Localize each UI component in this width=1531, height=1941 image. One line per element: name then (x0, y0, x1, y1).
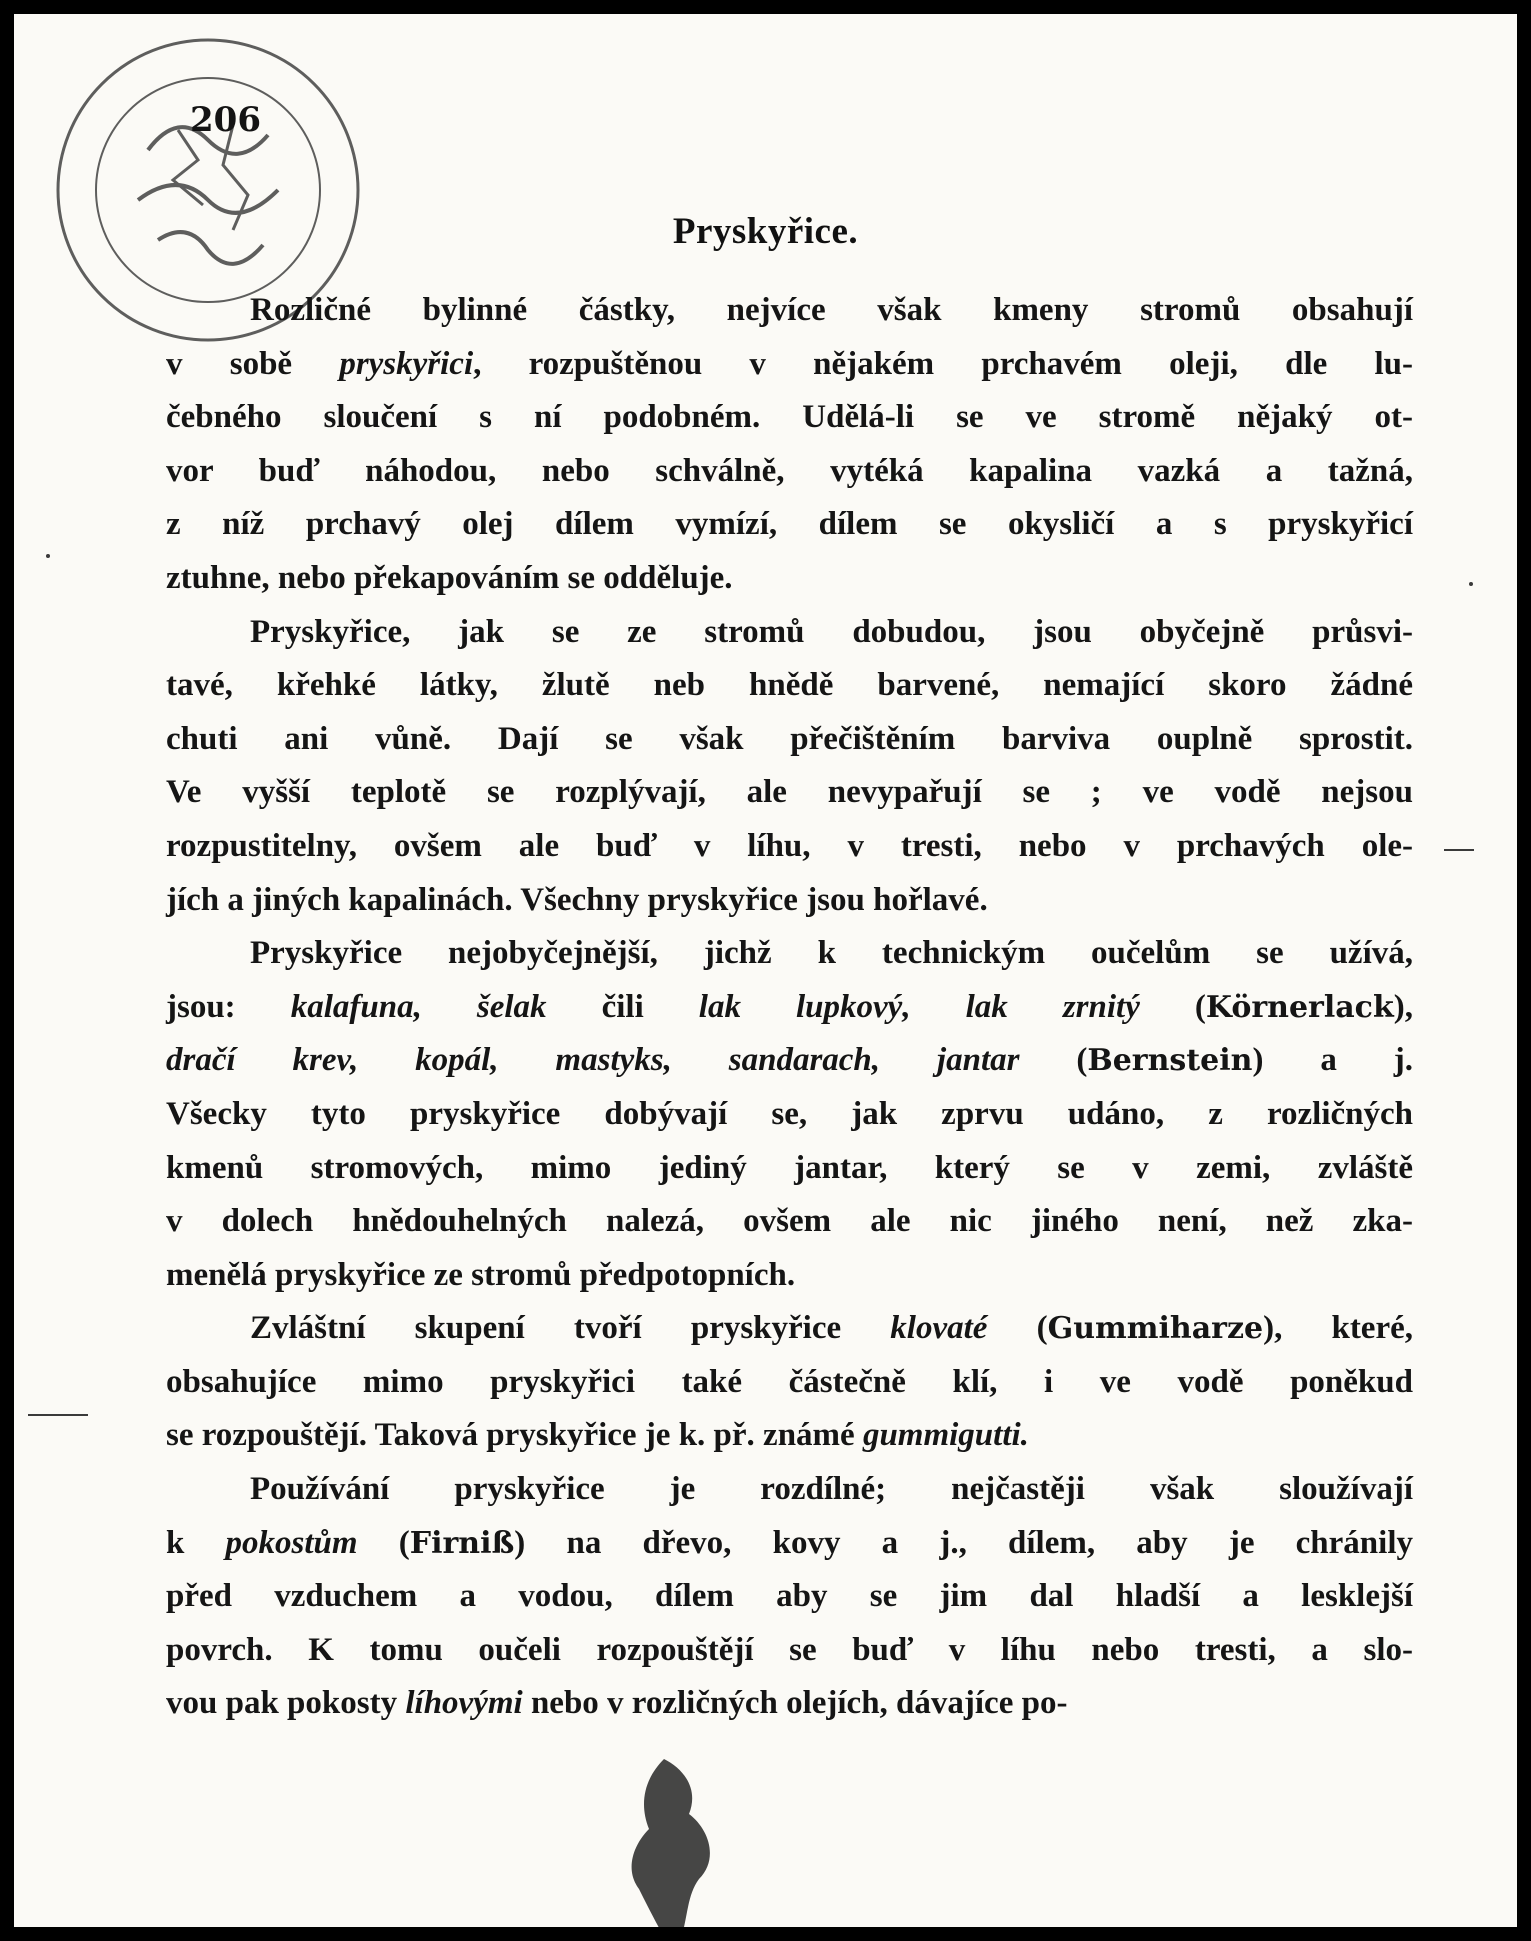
text-run: ), které, (1263, 1310, 1413, 1347)
text-line (166, 820, 1413, 874)
text-run: povrch. K tomu oučeli rozpouštějí se buď v líhu nebo tresti, a slo- (166, 1631, 1413, 1668)
german-term: Körnerlack (1205, 989, 1394, 1025)
text-line (166, 1463, 1413, 1517)
text-run: Rozličné bylinné částky, nejvíce však kmeny stromů obsahují (250, 292, 1413, 328)
text-line (166, 1249, 1413, 1303)
text-run: k (166, 1524, 226, 1561)
text-line (166, 659, 1413, 713)
italic-term: kalafuna, šelak (290, 988, 547, 1025)
text-run: čebného sloučení s ní podobném. Udělá-li se ve stromě nějaký ot- (166, 399, 1413, 436)
text-run: ( (357, 1524, 410, 1561)
italic-term: gummigutti. (862, 1417, 1029, 1454)
text-run: v sobě (166, 345, 340, 382)
text-line (166, 1409, 1413, 1463)
text-line (166, 1302, 1413, 1356)
text-run: menělá pryskyřice ze stromů předpotopních. (166, 1256, 796, 1293)
text-line (166, 552, 1413, 606)
text-run: chuti ani vůně. Dají se však přečištěním barviva ouplně sprostit. (166, 720, 1413, 757)
text-run: vor buď náhodou, nebo schválně, vytéká kapalina vazká a tažná, (166, 452, 1413, 489)
italic-term: pryskyřici (339, 345, 474, 382)
text-line (166, 1195, 1413, 1249)
text-line (166, 1677, 1413, 1731)
german-term: Firniß (409, 1525, 515, 1561)
text-run: nebo v rozličných olejích, dávajíce po- (522, 1685, 1068, 1722)
text-line (166, 284, 1413, 338)
italic-term: líhovými (405, 1685, 523, 1722)
text-run: kmenů stromových, mimo jediný jantar, který se v zemi, zvláště (166, 1149, 1413, 1186)
text-run: Pryskyřice, jak se ze stromů dobudou, jsou obyčejně průsvi- (250, 613, 1413, 650)
italic-term: pokostům (225, 1524, 358, 1561)
german-term: Gummiharze (1047, 1311, 1264, 1347)
text-run: Ve vyšší teplotě se rozplývají, ale nevypařují se ; ve vodě nejsou (166, 774, 1413, 811)
text-run: tavé, křehké látky, žlutě neb hnědě barvené, nemající skoro žádné (166, 667, 1413, 704)
text-line (166, 1517, 1413, 1571)
italic-term: lak lupkový, lak zrnitý (698, 988, 1140, 1025)
text-run: ( (1139, 988, 1206, 1025)
text-run: jsou: (166, 988, 291, 1025)
text-line (166, 713, 1413, 767)
margin-mark (46, 554, 50, 558)
text-run: Používání pryskyřice je rozdílné; nejčastěji však sloužívají (250, 1471, 1413, 1508)
scanned-page (14, 14, 1517, 1927)
text-run: , rozpuštěnou v nějakém prchavém oleji, dle lu- (473, 345, 1414, 382)
body-text (166, 284, 1413, 1731)
text-run: ztuhne, nebo překapováním se odděluje. (166, 559, 733, 596)
text-line (166, 498, 1413, 552)
text-line (166, 874, 1413, 928)
text-run: ) na dřevo, kovy a j., dílem, aby je chránily (514, 1524, 1413, 1561)
italic-term: klovaté (890, 1310, 988, 1347)
text-run: ( (1019, 1042, 1088, 1079)
text-line (166, 1088, 1413, 1142)
text-run: rozpustitelny, ovšem ale buď v líhu, v tresti, nebo v prchavých ole- (166, 827, 1413, 864)
text-line (166, 338, 1413, 392)
text-run: ( (987, 1310, 1048, 1347)
margin-mark (1469, 582, 1473, 586)
text-run: čili (546, 988, 699, 1025)
text-line (166, 927, 1413, 981)
section-heading: Pryskyřice. (672, 211, 859, 252)
text-run: ), (1393, 988, 1413, 1025)
text-line (166, 1570, 1413, 1624)
text-run: se rozpouštějí. Taková pryskyřice je k. př. známé (166, 1417, 863, 1454)
text-line (166, 606, 1413, 660)
text-run: vou pak pokosty (166, 1685, 406, 1722)
ink-blot (589, 1759, 759, 1927)
text-line (166, 391, 1413, 445)
text-run: ) a j. (1252, 1042, 1413, 1079)
text-run: Zvláštní skupení tvoří pryskyřice (250, 1310, 891, 1347)
text-line (166, 1142, 1413, 1196)
text-line (166, 1356, 1413, 1410)
text-run: jích a jiných kapalinách. Všechny pryskyřice jsou hořlavé. (166, 881, 988, 918)
italic-term: dračí krev, kopál, mastyks, sandarach, jantar (166, 1042, 1020, 1079)
german-term: Bernstein (1087, 1043, 1253, 1079)
text-run: z níž prchavý olej dílem vymízí, dílem se okysličí a s pryskyřicí (166, 506, 1413, 543)
text-run: obsahujíce mimo pryskyřici také částečně klí, i ve vodě poněkud (166, 1363, 1413, 1400)
text-line (166, 445, 1413, 499)
text-run: Všecky tyto pryskyřice dobývají se, jak zprvu udáno, z rozličných (166, 1095, 1413, 1132)
text-run: Pryskyřice nejobyčejnější, jichž k technickým oučelům se užívá, (250, 935, 1413, 972)
text-line (166, 1034, 1413, 1088)
text-line (166, 981, 1413, 1035)
text-line (166, 766, 1413, 820)
text-line (166, 1624, 1413, 1678)
page-number: 206 (190, 100, 261, 140)
margin-mark (1444, 849, 1474, 851)
text-run: v dolech hnědouhelných nalezá, ovšem ale nic jiného není, než zka- (166, 1203, 1413, 1240)
text-run: před vzduchem a vodou, dílem aby se jim dal hladší a lesklejší (166, 1578, 1413, 1615)
margin-mark (28, 1414, 88, 1416)
